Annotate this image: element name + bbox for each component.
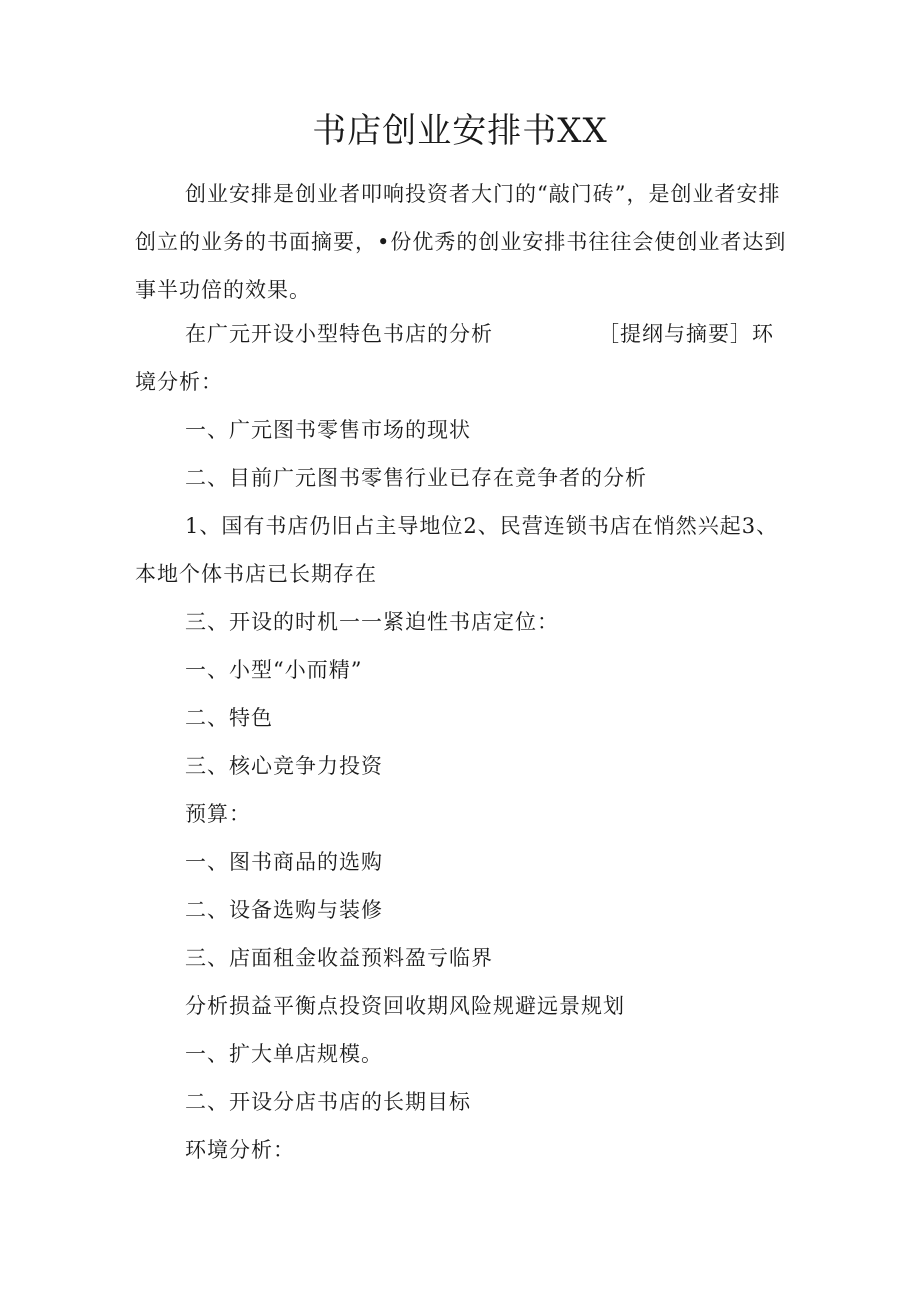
outline-line: 一、扩大单店规模。 — [185, 1042, 383, 1066]
outline-line: 环境分析： — [185, 1138, 295, 1162]
document-title: 书店创业安排书XX — [312, 111, 608, 151]
intro-paragraph: 创业安排是创业者叩响投资者大门的“敲门砖”，是创业者安排创立的业务的书面摘要，•份优秀的创业安排书往往会使创业者达到事半功倍的效果。 — [135, 182, 787, 302]
outline-line: 二、设备选购与装修 — [185, 898, 383, 922]
outline-line: 二、目前广元图书零售行业已存在竞争者的分析 — [185, 466, 647, 490]
outline-line: 二、开设分店书店的长期目标 — [185, 1090, 471, 1114]
outline-line: 三、核心竞争力投资 — [185, 754, 383, 778]
outline-line: 二、特色 — [185, 706, 273, 730]
section-heading-left: 在广元开设小型特色书店的分析 — [185, 322, 493, 346]
outline-line: 三、开设的时机一一紧迫性书店定位： — [185, 610, 559, 634]
outline-line: 一、图书商品的选购 — [185, 850, 383, 874]
outline-line: 本地个体书店已长期存在 — [135, 562, 377, 586]
outline-line: 一、小型“小而精” — [185, 658, 363, 682]
outline-line: 三、店面租金收益预料盈亏临界 — [185, 946, 493, 970]
outline-line: 1、国有书店仍旧占主导地位2、民营连锁书店在悄然兴起3、 — [185, 514, 779, 538]
outline-line: 预算： — [185, 802, 251, 826]
section-heading-continued: 境分析： — [135, 370, 223, 394]
outline-line: 一、广元图书零售市场的现状 — [185, 418, 471, 442]
outline-line: 分析损益平衡点投资回收期风险规避远景规划 — [185, 994, 625, 1018]
section-heading-right: ［提纲与摘要］环 — [598, 322, 774, 346]
